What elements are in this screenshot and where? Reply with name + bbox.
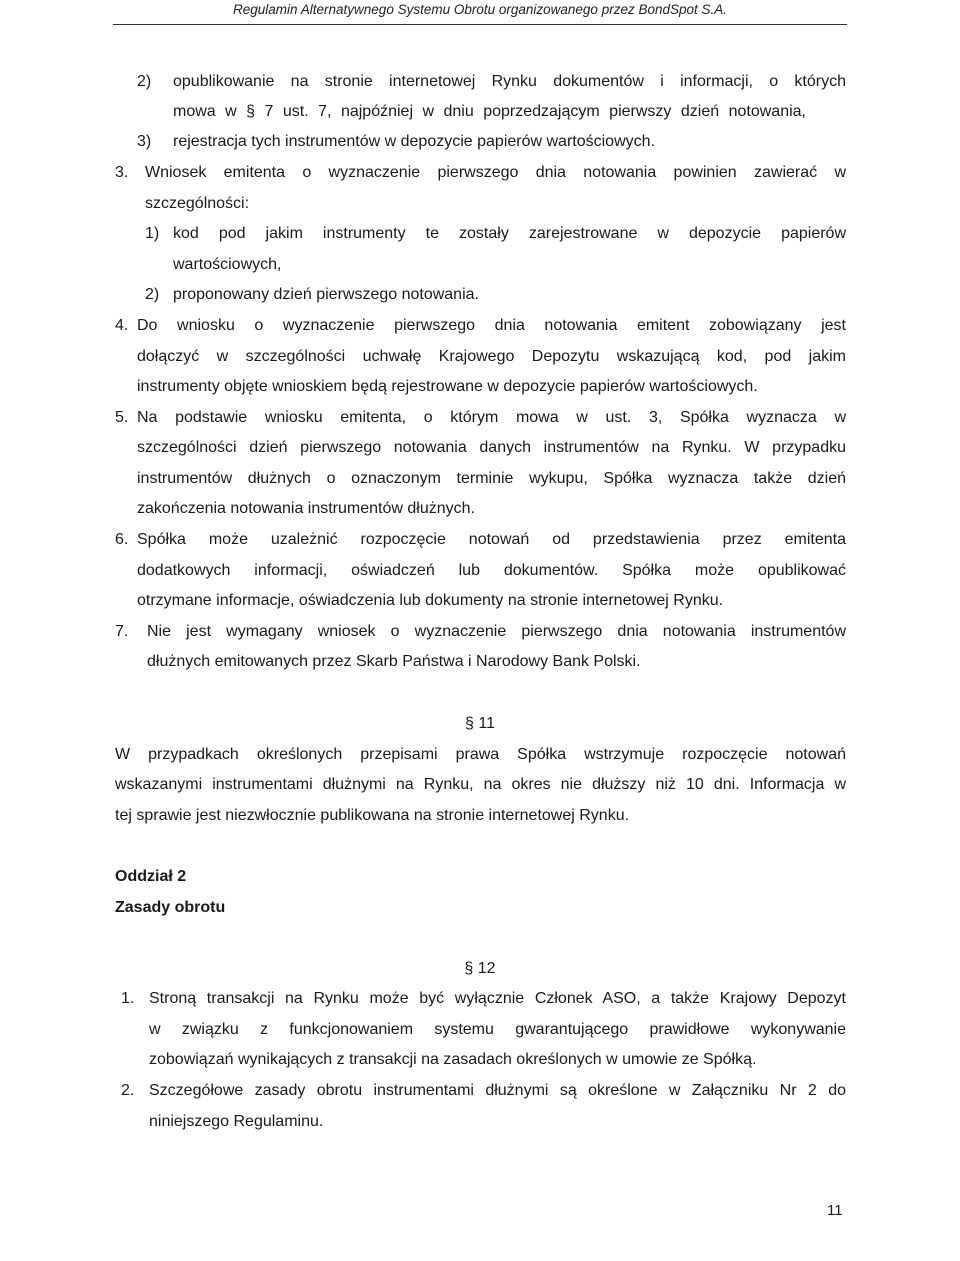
text-line: w związku z funkcjonowaniem systemu gwarantującego prawidłowe wykonywanie (149, 1021, 846, 1038)
text-line: kod pod jakim instrumenty te zostały zarejestrowane w depozycie papierów (173, 225, 846, 242)
paragraph-number: 3. (115, 164, 129, 181)
item-label: 1) (145, 225, 160, 242)
text-line: wskazanymi instrumentami dłużnymi na Rynku, na okres nie dłuższy niż 10 dni. Informacja w (115, 776, 846, 793)
text-line: instrumenty objęte wnioskiem będą rejestrowane w depozycie papierów wartościowych. (137, 378, 758, 395)
text-line: Wniosek emitenta o wyznaczenie pierwszego dnia notowania powinien zawierać w (145, 164, 846, 181)
page-number: 11 (827, 1202, 843, 1219)
text-line: dłużnych emitowanych przez Skarb Państwa i Narodowy Bank Polski. (147, 653, 641, 670)
text-line: szczególności dzień pierwszego notowania danych instrumentów na Rynku. W przypadku (137, 439, 846, 456)
paragraph-number: 7. (115, 623, 129, 640)
item-number: 1. (121, 990, 135, 1007)
text-line: szczególności: (145, 195, 250, 212)
text-line: Spółka może uzależnić rozpoczęcie notowań od przedstawienia przez emitenta (137, 531, 846, 548)
division-subtitle: Zasady obrotu (115, 899, 226, 916)
text-line: mowa w § 7 ust. 7, najpóźniej w dniu poprzedzającym pierwszy dzień notowania, (173, 103, 806, 120)
item-label: 2) (145, 286, 160, 303)
text-line: niniejszego Regulaminu. (149, 1113, 324, 1130)
text-line: otrzymane informacje, oświadczenia lub dokumenty na stronie internetowej Rynku. (137, 592, 724, 609)
text-line: proponowany dzień pierwszego notowania. (173, 286, 479, 303)
text-line: tej sprawie jest niezwłocznie publikowana na stronie internetowej Rynku. (115, 807, 630, 824)
section-heading: § 11 (465, 715, 495, 732)
text-line: wartościowych, (173, 256, 282, 273)
text-line: rejestracja tych instrumentów w depozycie papierów wartościowych. (173, 133, 655, 150)
text-line: zobowiązań wynikających z transakcji na zasadach określonych w umowie ze Spółką. (149, 1051, 757, 1068)
text-line: dołączyć w szczególności uchwałę Krajowego Depozytu wskazującą kod, pod jakim (137, 348, 846, 365)
text-line: dodatkowych informacji, oświadczeń lub dokumentów. Spółka może opublikować (137, 562, 846, 579)
paragraph-number: 4. (115, 317, 129, 334)
text-line: Szczegółowe zasady obrotu instrumentami dłużnymi są określone w Załączniku Nr 2 do (149, 1082, 846, 1099)
text-line: opublikowanie na stronie internetowej Rynku dokumentów i informacji, o których (173, 73, 846, 90)
text-line: Na podstawie wniosku emitenta, o którym mowa w ust. 3, Spółka wyznacza w (137, 409, 846, 426)
text-line: Stroną transakcji na Rynku może być wyłącznie Członek ASO, a także Krajowy Depozyt (149, 990, 846, 1007)
running-header: Regulamin Alternatywnego Systemu Obrotu organizowanego przez BondSpot S.A. (113, 0, 847, 25)
paragraph-number: 5. (115, 409, 129, 426)
paragraph-number: 6. (115, 531, 129, 548)
division-title: Oddział 2 (115, 868, 187, 885)
text-line: Nie jest wymagany wniosek o wyznaczenie pierwszego dnia notowania instrumentów (147, 623, 846, 640)
item-number: 2. (121, 1082, 135, 1099)
section-heading: § 12 (464, 960, 496, 977)
text-line: W przypadkach określonych przepisami prawa Spółka wstrzymuje rozpoczęcie notowań (115, 746, 846, 763)
text-line: zakończenia notowania instrumentów dłużnych. (137, 500, 475, 517)
item-label: 3) (137, 133, 152, 150)
text-line: instrumentów dłużnych o oznaczonym terminie wykupu, Spółka wyznacza także dzień (137, 470, 846, 487)
item-label: 2) (137, 73, 152, 90)
text-line: Do wniosku o wyznaczenie pierwszego dnia notowania emitent zobowiązany jest (137, 317, 846, 334)
